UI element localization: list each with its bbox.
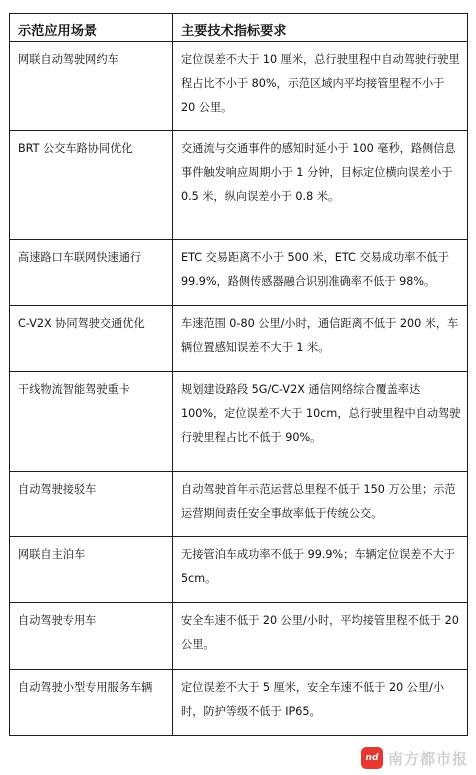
column-header-scene: 示范应用场景 xyxy=(10,14,173,42)
table-row xyxy=(10,603,468,670)
requirement-cell xyxy=(173,42,468,131)
scene-cell: C-V2X 协同驾驶交通优化 xyxy=(10,306,173,372)
table-row xyxy=(10,537,468,603)
table-row xyxy=(10,306,468,372)
requirement-cell xyxy=(173,603,468,670)
scene-cell: 自动驾驶小型专用服务车辆 xyxy=(10,670,173,736)
requirement-text: 交通流与交通事件的感知时延小于 100 毫秒，路侧信息事件触发响应周期小于 1 分钟，目标定位横向误差小于 0.5 米，纵向误差小于 0.8 米。 xyxy=(181,142,456,203)
scene-cell: 网联自主泊车 xyxy=(10,537,173,603)
requirement-text: 定位误差不大于 10 厘米，总行驶里程中自动驾驶行驶里程占比不小于 80%，示范区域内平均接管里程不小于 20 公里。 xyxy=(181,53,460,114)
scene-cell: 高速路口车联网快速通行 xyxy=(10,240,173,306)
watermark xyxy=(361,747,468,769)
requirement-text: 定位误差不大于 5 厘米，安全车速不低于 20 公里/小时，防护等级不低于 IP65。 xyxy=(181,681,445,718)
requirement-cell xyxy=(173,306,468,372)
requirement-cell xyxy=(173,131,468,240)
table-row xyxy=(10,472,468,537)
scene-cell: BRT 公交车路协同优化 xyxy=(10,131,173,240)
table-row xyxy=(10,240,468,306)
table-header-row xyxy=(10,14,468,42)
scene-cell: 网联自动驾驶网约车 xyxy=(10,42,173,131)
table-row xyxy=(10,670,468,736)
column-header-requirement: 主要技术指标要求 xyxy=(173,14,468,42)
requirement-text: 自动驾驶首年示范运营总里程不低于 150 万公里；示范运营期间责任安全事故率低于传统公交。 xyxy=(181,483,456,520)
newspaper-logo-icon: nd xyxy=(361,747,383,769)
requirement-text: 规划建设路段 5G/C-V2X 通信网络综合覆盖率达 100%，定位误差不大于 10cm，总行驶里程中自动驾驶行驶里程占比不低于 90%。 xyxy=(181,383,461,444)
requirement-cell xyxy=(173,240,468,306)
table-row xyxy=(10,131,468,240)
table-row xyxy=(10,42,468,131)
requirement-text: 安全车速不低于 20 公里/小时，平均接管里程不低于 20 公里。 xyxy=(181,614,459,651)
requirement-text: 无接管泊车成功率不低于 99.9%；车辆定位误差不大于 5cm。 xyxy=(181,548,456,585)
scene-cell: 自动驾驶专用车 xyxy=(10,603,173,670)
requirement-cell xyxy=(173,537,468,603)
requirement-cell xyxy=(173,670,468,736)
requirement-text: ETC 交易距离不小于 500 米，ETC 交易成功率不低于 99.9%，路侧传感器融合识别准确率不低于 98%。 xyxy=(181,251,449,288)
watermark-text: 南方都市报 xyxy=(387,749,468,768)
requirements-table xyxy=(9,13,468,736)
table-row xyxy=(10,372,468,472)
requirement-cell xyxy=(173,472,468,537)
scene-cell: 干线物流智能驾驶重卡 xyxy=(10,372,173,472)
scene-cell: 自动驾驶接驳车 xyxy=(10,472,173,537)
requirement-text: 车速范围 0-80 公里/小时，通信距离不低于 200 米，车辆位置感知误差不大于 1 米。 xyxy=(181,317,459,354)
requirement-cell xyxy=(173,372,468,472)
